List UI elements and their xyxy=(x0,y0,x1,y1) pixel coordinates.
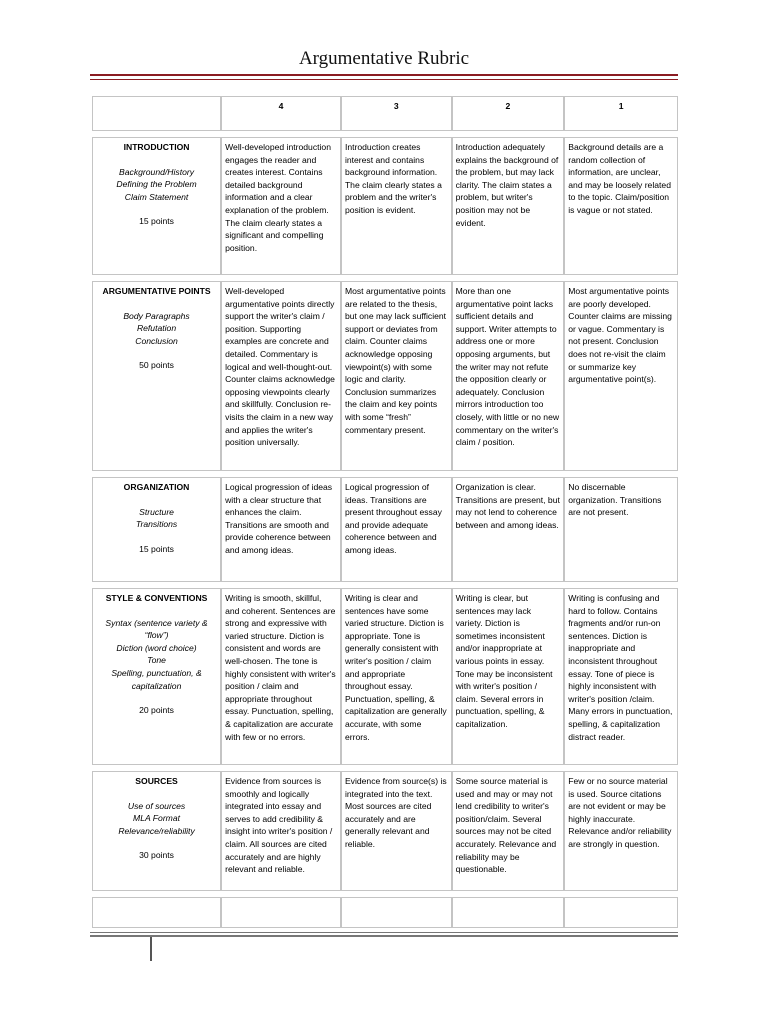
score-cell-4: Well-developed argumentative points directly support the writer's claim / position. Supporting examples are concrete and detailed. Commentary is logical and well-thought-out. Counter claims acknowledge opposing viewpoints clearly and skillfully. Conclusion re-visits the claim in a new way and applies the writer's position universally. xyxy=(221,281,341,471)
criterion-subitem: Claim Statement xyxy=(124,191,189,202)
score-cell-1: No discernable organization. Transitions are not present. xyxy=(564,477,678,582)
header-cell-3: 3 xyxy=(341,96,452,131)
criterion-points: 15 points xyxy=(139,543,174,554)
criterion-subitem: Spelling, punctuation, & xyxy=(111,667,202,678)
score-cell-2: Organization is clear. Transitions are present, but may not lend to coherence between and among ideas. xyxy=(452,477,565,582)
criterion-cell xyxy=(92,588,221,765)
criterion-subitem: Background/History xyxy=(119,166,195,177)
criterion-cell xyxy=(92,771,221,891)
criterion-points: 50 points xyxy=(139,360,174,371)
header-cell-criteria xyxy=(92,96,221,131)
score-cell-4: Logical progression of ideas with a clear structure that enhances the claim. Transitions are smooth and provide coherence between and among ideas. xyxy=(221,477,341,582)
score-cell-3: Writing is clear and sentences have some varied structure. Diction is appropriate. Tone is generally consistent with writer's position / claim and appropriate throughout essay. Punctuation, spelling, & capitalization are generally accurate, with some errors. xyxy=(341,588,452,765)
criterion-name: SOURCES xyxy=(135,776,178,786)
criterion-subitem: Relevance/reliability xyxy=(118,825,195,836)
criterion-spacer xyxy=(96,494,217,506)
rubric-row xyxy=(92,588,678,765)
header-cell-2: 2 xyxy=(452,96,565,131)
score-cell-2: Some source material is used and may or may not lend credibility to writer's position/claim. Several sources may not be cited accurately. Relevance and reliability may be questionable. xyxy=(452,771,565,891)
score-cell-1: Few or no source material is used. Source citations are not evident or may be highly inaccurate. Relevance and/or reliability are strongly in question. xyxy=(564,771,678,891)
criterion-spacer xyxy=(96,788,217,800)
criterion-spacer xyxy=(96,605,217,617)
criterion-subitem: Transitions xyxy=(135,519,178,530)
rubric-row xyxy=(92,477,678,582)
score-cell-3: Evidence from source(s) is integrated into the text. Most sources are cited accurately and are generally relevant and reliable. xyxy=(341,771,452,891)
rubric-row xyxy=(92,771,678,891)
empty-row xyxy=(92,897,678,928)
criterion-cell xyxy=(92,137,221,275)
title-rule xyxy=(90,74,678,76)
criterion-subitem: Defining the Problem xyxy=(116,179,197,190)
criterion-subitem: Syntax (sentence variety & xyxy=(105,617,208,628)
criterion-cell xyxy=(92,281,221,471)
footer-rule xyxy=(90,932,678,933)
score-cell-2: More than one argumentative point lacks sufficient details and support. Writer attempts to address one or more opposing arguments, but the writer may not refute the opposition clearly or adequately. Conclusion mirrors introduction too closely, with little or no new commentary on the writer's claim / position. xyxy=(452,281,565,471)
criterion-subitem: Diction (word choice) xyxy=(116,642,197,653)
rubric-row xyxy=(92,137,678,275)
score-cell-3: Introduction creates interest and contains background information. The claim clearly states a problem and the writer's position is evident. xyxy=(341,137,452,275)
criterion-name: ORGANIZATION xyxy=(123,482,190,492)
criterion-subitem: Tone xyxy=(147,655,166,666)
score-cell-4: Evidence from sources is smoothly and logically integrated into essay and serves to add credibility & insight into writer's position / claim. All sources are cited accurately and are highly relevant and reliable. xyxy=(221,771,341,891)
criterion-subitem: Use of sources xyxy=(127,800,186,811)
score-cell-4: Writing is smooth, skillful, and coherent. Sentences are strong and expressive with varied structure. Diction is consistent and words are well-chosen. The tone is highly consistent with writer's position / claim and appropriate throughout essay. Punctuation, spelling, & capitalization are accurate with few or no errors. xyxy=(221,588,341,765)
score-cell-1: Writing is confusing and hard to follow. Contains fragments and/or run-on sentences. Diction is inappropriate and inconsistent throughout essay. Tone of piece is highly inconsistent with writer's position /claim. Many errors in punctuation, spelling, & capitalization distract reader. xyxy=(564,588,678,765)
criterion-subitem: Structure xyxy=(139,506,174,517)
empty-cell xyxy=(92,897,221,928)
title-rule-thin xyxy=(90,79,678,80)
footer-page-marker xyxy=(150,937,152,961)
empty-cell xyxy=(341,897,452,928)
header-cell-4: 4 xyxy=(221,96,341,131)
header-cell-1: 1 xyxy=(564,96,678,131)
criterion-points: 30 points xyxy=(139,850,174,861)
criterion-subitem: capitalization xyxy=(131,680,182,691)
criterion-subitem: Conclusion xyxy=(135,335,178,346)
score-cell-3: Most argumentative points are related to the thesis, but one may lack sufficient support or deviates from claim. Counter claims acknowledge opposing viewpoint(s) with some logic and clarity. Conclusion summarizes the claim and key points with some “fresh” commentary present. xyxy=(341,281,452,471)
criterion-name: STYLE & CONVENTIONS xyxy=(105,593,208,603)
criterion-subitem: MLA Format xyxy=(133,813,181,824)
score-cell-2: Writing is clear, but sentences may lack variety. Diction is sometimes inconsistent and/or inappropriate at various points in essay. Tone may be inconsistent with writer's position / claim. Several errors in punctuation, spelling, & capitalization. xyxy=(452,588,565,765)
footer-rule-thick xyxy=(90,935,678,937)
page-title: Argumentative Rubric xyxy=(298,48,470,69)
criterion-spacer xyxy=(96,298,217,310)
criterion-points: 20 points xyxy=(139,705,174,716)
criterion-name: INTRODUCTION xyxy=(123,142,190,152)
criterion-points: 15 points xyxy=(139,216,174,227)
score-cell-4: Well-developed introduction engages the reader and creates interest. Contains detailed background information and a clear explanation of the problem. The claim clearly states a significant and compelling position. xyxy=(221,137,341,275)
criterion-name: ARGUMENTATIVE POINTS xyxy=(102,286,211,296)
score-cell-2: Introduction adequately explains the background of the problem, but may lack clarity. The claim states a problem, but writer's position may not be evident. xyxy=(452,137,565,275)
rubric-table xyxy=(92,96,678,928)
criterion-subitem: Refutation xyxy=(136,323,177,334)
score-cell-3: Logical progression of ideas. Transitions are present throughout essay and provide adequate coherence between and among ideas. xyxy=(341,477,452,582)
score-cell-1: Background details are a random collection of information, are unclear, and may be loosely related to the topic. Claim/position is vague or not stated. xyxy=(564,137,678,275)
header-row xyxy=(92,96,678,131)
empty-cell xyxy=(452,897,565,928)
criterion-subitem: Body Paragraphs xyxy=(123,310,190,321)
score-cell-1: Most argumentative points are poorly developed. Counter claims are missing or vague. Commentary is not present. Conclusion does not re-visit the claim or summarize key argumentative point(s). xyxy=(564,281,678,471)
empty-cell xyxy=(221,897,341,928)
criterion-subitem: “flow”) xyxy=(144,630,169,641)
criterion-cell xyxy=(92,477,221,582)
criterion-spacer xyxy=(96,154,217,166)
rubric-row xyxy=(92,281,678,471)
empty-cell xyxy=(564,897,678,928)
